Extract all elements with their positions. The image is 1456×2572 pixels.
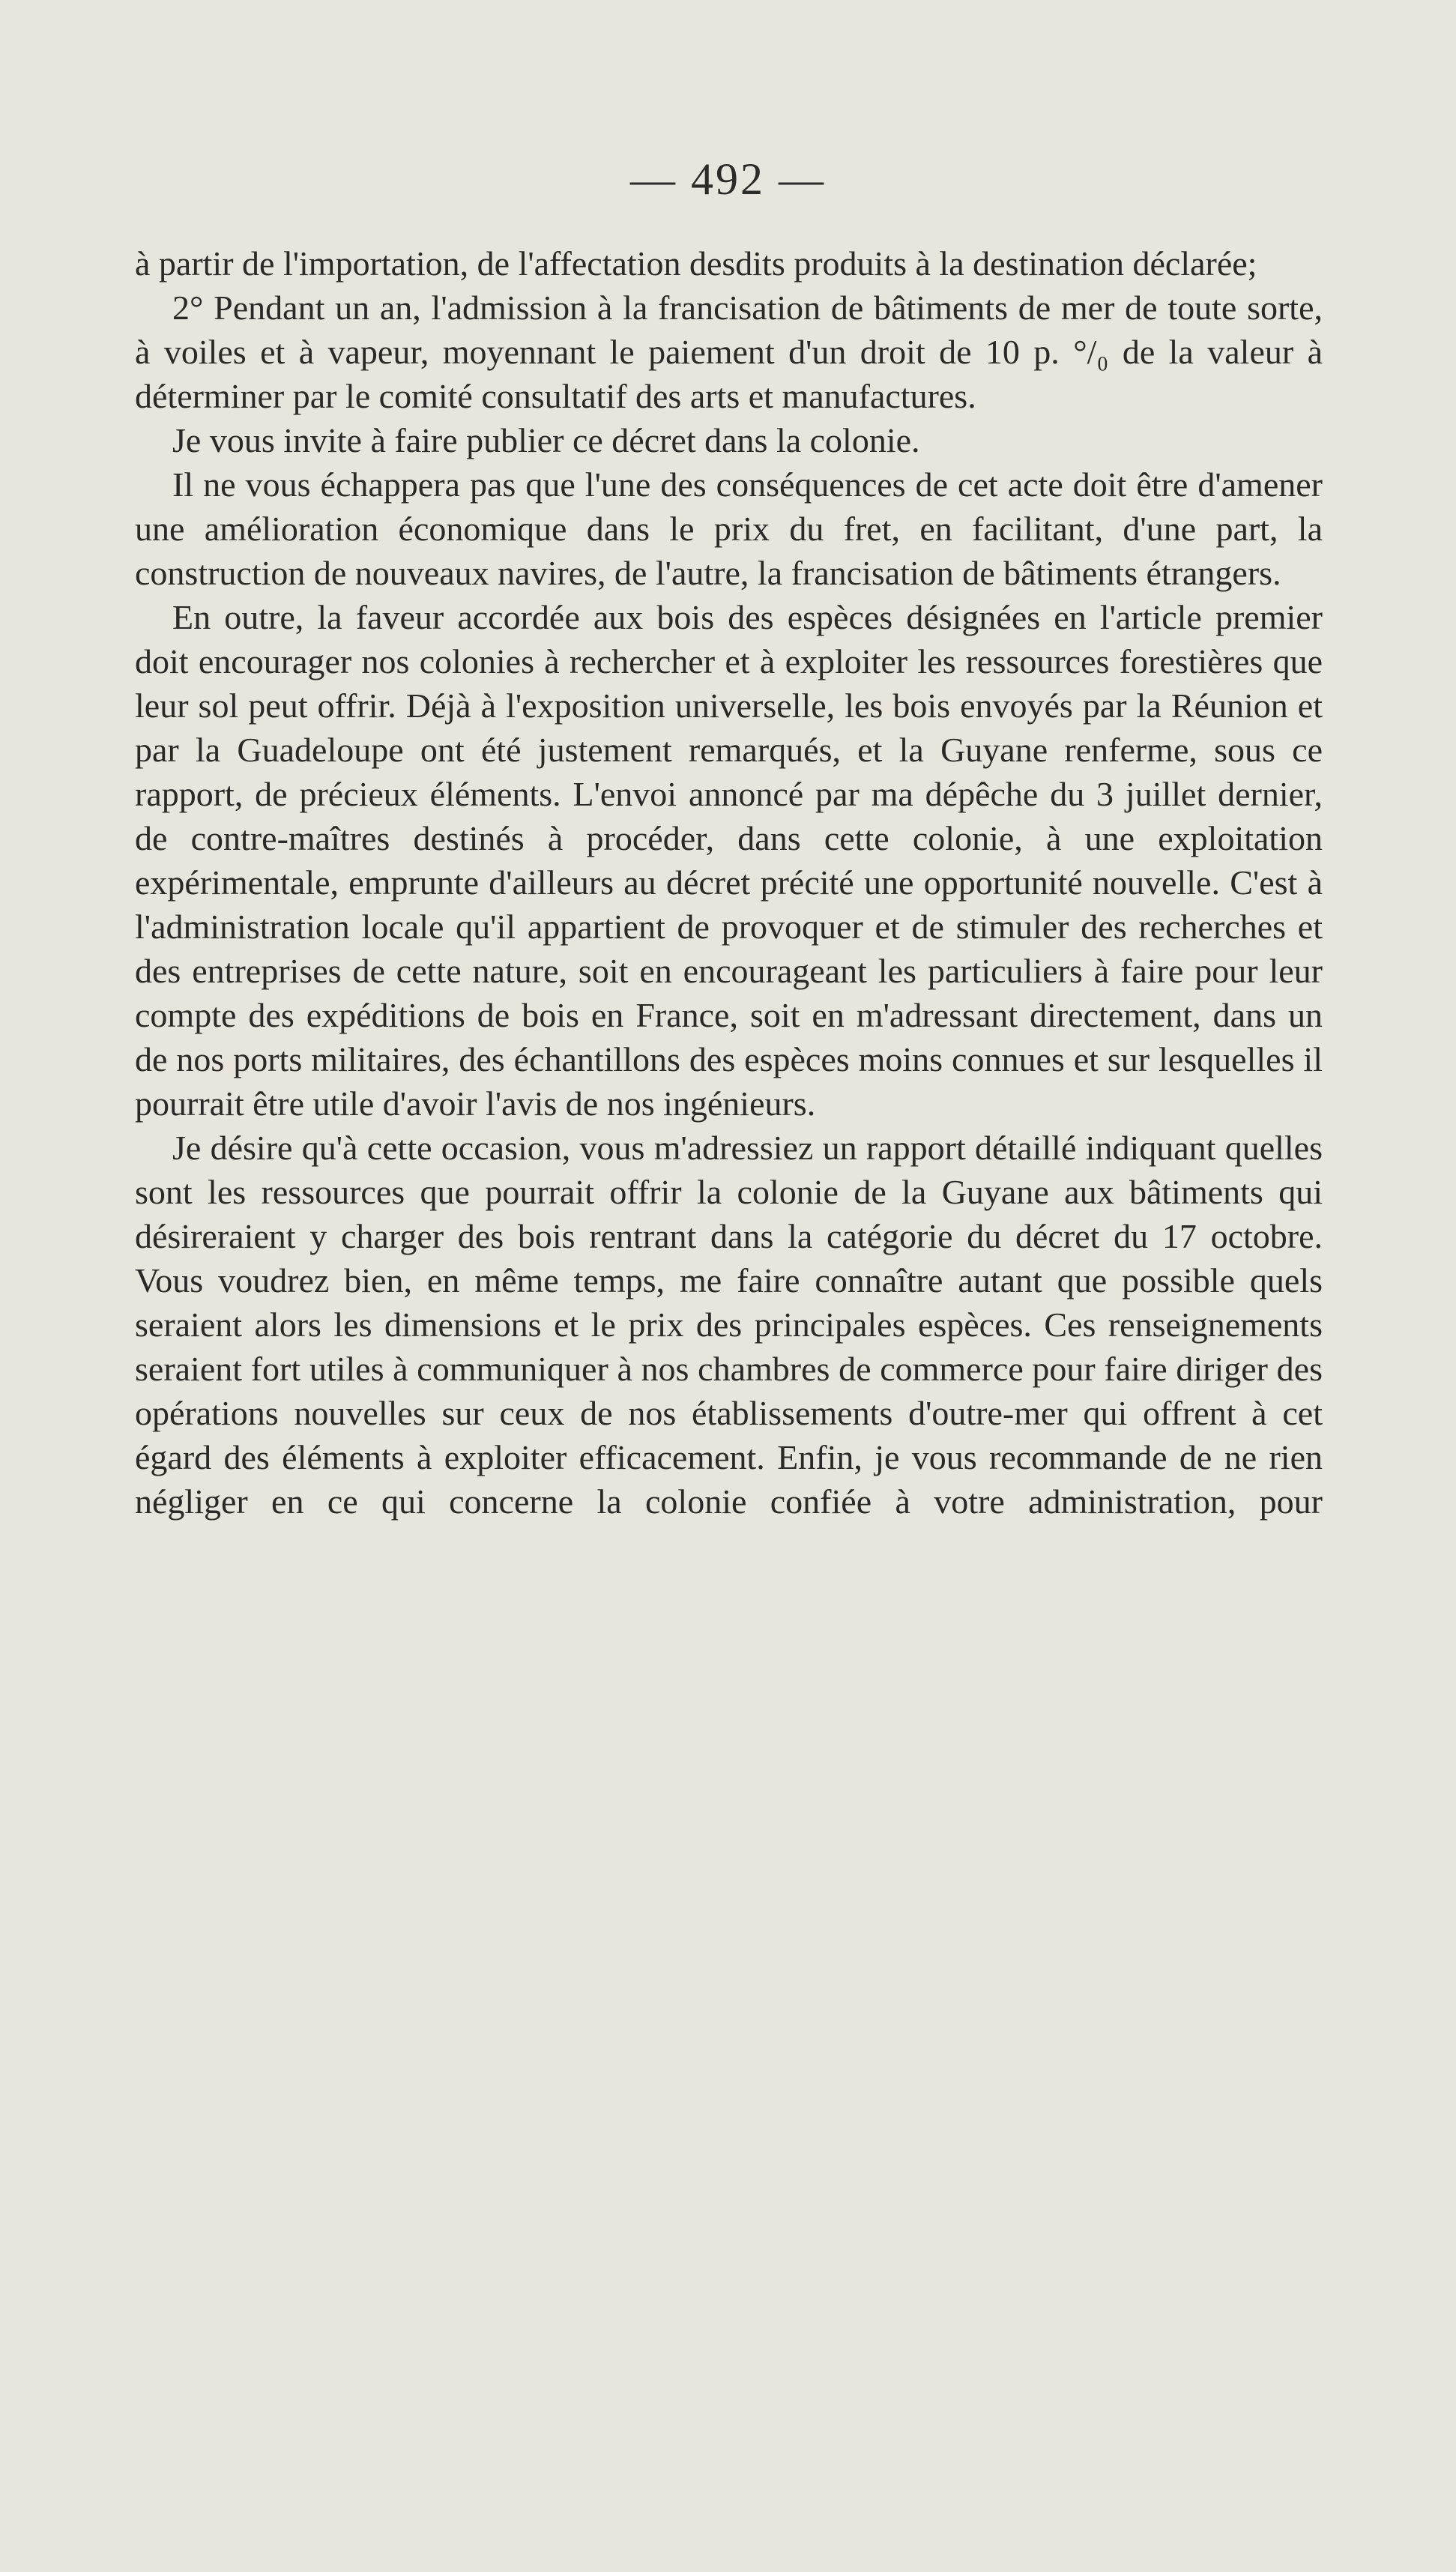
paragraph-continuation: à partir de l'importation, de l'affectation desdits produits à la destination déclarée;: [135, 244, 1257, 283]
page-number: — 492 —: [630, 154, 826, 204]
paragraph-forest-resources: En outre, la faveur accordée aux bois des espèces désignées en l'article premier doit encourager nos colonies à rechercher et à exploiter les ressources forestières que leur sol peut offrir. Déjà à l'exposition universelle, les bois envoyés par la Réunion et par la Guadeloupe ont été justement remarqués, et la Guyane renferme, sous ce rapport, de précieux éléments. L'envoi annoncé par ma dépêche du 3 juillet dernier, de contre-maîtres destinés à procéder, dans cette colonie, à une exploitation expérimentale, emprunte d'ailleurs au décret précité une opportunité nouvelle. C'est à l'administration locale qu'il appartient de provoquer et de stimuler des recherches et des entreprises de cette nature, soit en encourageant les particuliers à faire pour leur compte des expéditions de bois en France, soit en m'adressant directement, dans un de nos ports militaires, des échantillons des espèces moins connues et sur lesquelles il pourrait être utile d'avoir l'avis de nos ingénieurs.: [135, 598, 1323, 1123]
paragraph-item-2: 2° Pendant un an, l'admission à la francisation de bâtiments de mer de toute sorte, à voiles et à vapeur, moyennant le paiement d'un droit de 10 p. °/₀ de la valeur à déterminer par le comité consultatif des arts et manufactures.: [135, 289, 1323, 415]
paragraph-invitation: Je vous invite à faire publier ce décret dans la colonie.: [172, 421, 920, 459]
paragraph-report-request: Je désire qu'à cette occasion, vous m'adressiez un rapport détaillé indiquant quelles sont les ressources que pourrait offrir la colonie de la Guyane aux bâtiments qui désireraient y charger des bois rentrant dans la catégorie du décret du 17 octobre. Vous voudrez bien, en même temps, me faire connaître autant que possible quels seraient alors les dimensions et le prix des principales espèces. Ces renseignements seraient fort utiles à communiquer à nos chambres de commerce pour faire diriger des opérations nouvelles sur ceux de nos établissements d'outre-mer qui offrent à cet égard des éléments à exploiter efficacement. Enfin, je vous recommande de ne rien négliger en ce qui concerne la colonie confiée à votre administration, pour: [135, 1129, 1323, 1521]
paragraph-consequences: Il ne vous échappera pas que l'une des conséquences de cet acte doit être d'amener une amélioration économique dans le prix du fret, en facilitant, d'une part, la construction de nouveaux navires, de l'autre, la francisation de bâtiments étrangers.: [135, 465, 1323, 592]
body-text: [135, 241, 1323, 1524]
